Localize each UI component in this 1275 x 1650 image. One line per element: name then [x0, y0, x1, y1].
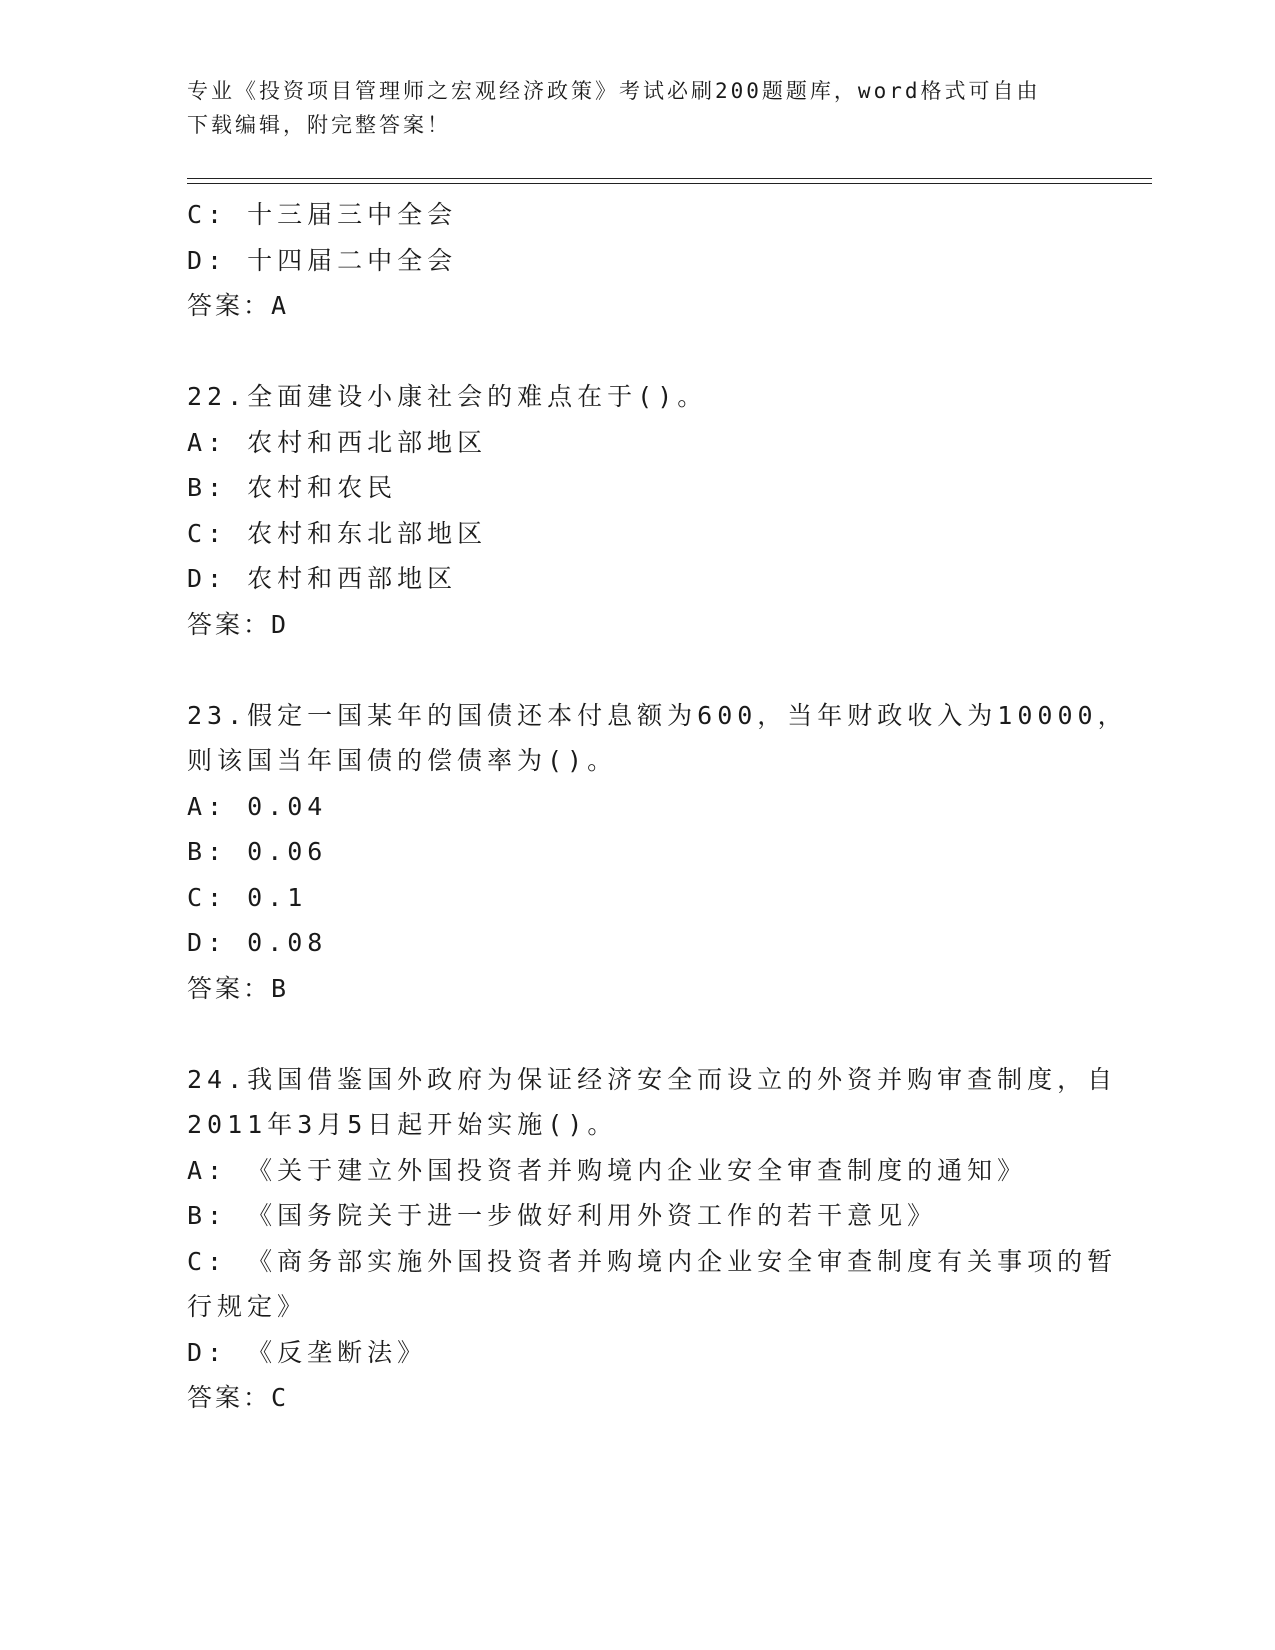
- question-list: [187, 192, 1128, 1421]
- header-divider-top: [187, 178, 1152, 179]
- option-c: C: 十三届三中全会: [187, 200, 458, 229]
- option-b: B: 0.06: [187, 837, 328, 866]
- document-header: [187, 74, 1067, 142]
- question-23: [187, 693, 1128, 1012]
- header-line-1: 专业《投资项目管理师之宏观经济政策》考试必刷200题题库，word格式可自由: [187, 79, 1041, 103]
- option-d: D: 0.08: [187, 928, 328, 957]
- option-c-line-1: C: 《商务部实施外国投资者并购境内企业安全审查制度有关事项的暂: [187, 1246, 1118, 1276]
- option-c-line-2: 行规定》: [187, 1292, 308, 1321]
- question-24: [187, 1057, 1118, 1421]
- question-stem-line-2: 则该国当年国债的偿债率为()。: [187, 746, 618, 775]
- option-c: C: 农村和东北部地区: [187, 518, 488, 548]
- option-d: D: 农村和西部地区: [187, 564, 458, 593]
- header-line-2: 下载编辑，附完整答案！: [187, 113, 451, 137]
- option-d: D: 《反垄断法》: [187, 1337, 428, 1367]
- question-stem-line-1: 23.假定一国某年的国债还本付息额为600，当年财政收入为10000，: [187, 700, 1128, 730]
- option-b: B: 农村和农民: [187, 473, 398, 502]
- option-a: A: 0.04: [187, 791, 328, 821]
- option-a: A: 农村和西北部地区: [187, 427, 488, 457]
- answer-line: 答案：C: [187, 1383, 290, 1412]
- header-divider-bottom: [187, 183, 1152, 184]
- answer-line: 答案：D: [187, 609, 290, 639]
- spacer: [187, 1011, 1087, 1057]
- answer-line: 答案：A: [187, 291, 290, 320]
- question-21-tail: [187, 192, 1087, 329]
- question-22: [187, 374, 1087, 647]
- question-stem-line-2: 2011年3月5日起开始实施()。: [187, 1110, 618, 1139]
- option-a: A: 《关于建立外国投资者并购境内企业安全审查制度的通知》: [187, 1155, 1028, 1185]
- option-b: B: 《国务院关于进一步做好利用外资工作的若干意见》: [187, 1201, 938, 1230]
- spacer: [187, 647, 1087, 693]
- answer-line: 答案：B: [187, 973, 290, 1003]
- spacer: [187, 329, 1087, 375]
- question-stem-line-1: 24.我国借鉴国外政府为保证经济安全而设立的外资并购审查制度，自: [187, 1064, 1118, 1094]
- option-d: D: 十四届二中全会: [187, 245, 458, 275]
- question-stem: 22.全面建设小康社会的难点在于()。: [187, 382, 708, 411]
- option-c: C: 0.1: [187, 882, 308, 912]
